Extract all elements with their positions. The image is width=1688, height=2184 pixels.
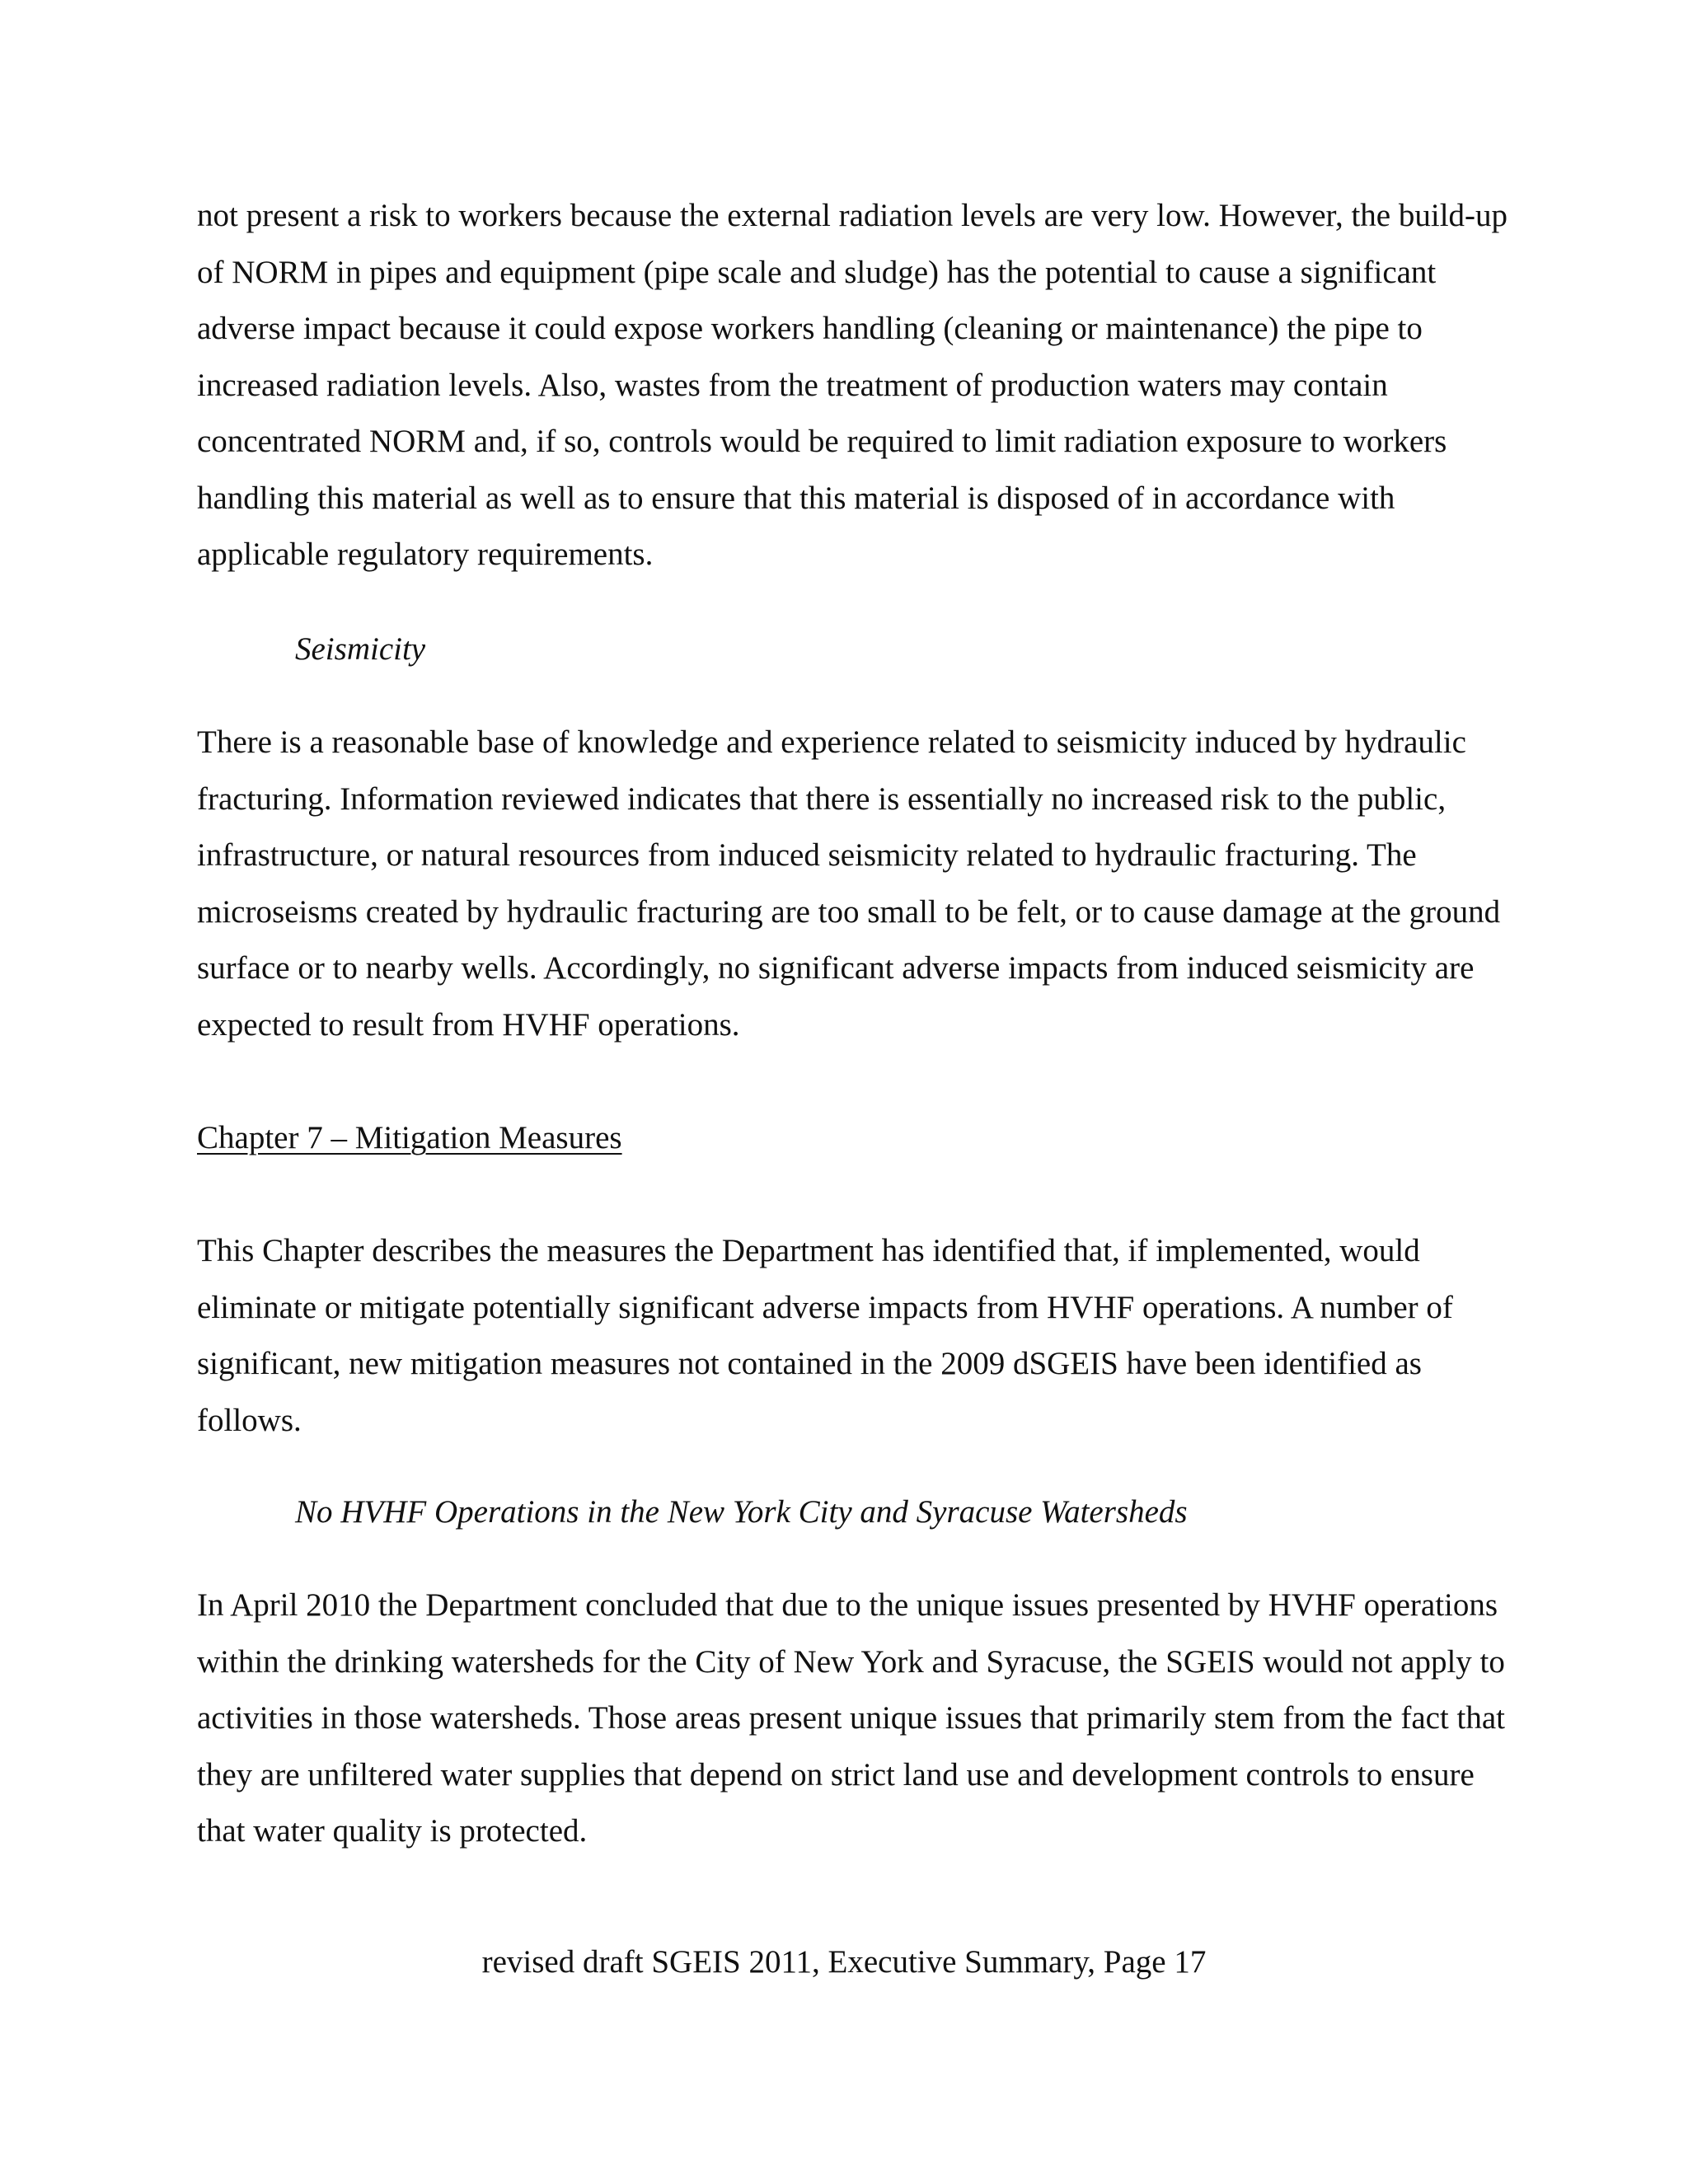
paragraph-seismicity: There is a reasonable base of knowledge and experience related to seismicity induced by hydraulic fracturing. Information reviewed indicates that there is essentially no increased risk to the public, infrastructure, or natural resources from induced seismicity related to hydraulic fracturing. The microseisms created by hydraulic fracturing are too small to be felt, or to cause damage at the ground surface or to nearby wells. Accordingly, no significant adverse impacts from induced seismicity are expected to result from HVHF operations.: [197, 724, 1501, 1043]
page-footer: revised draft SGEIS 2011, Executive Summary, Page 17: [481, 1944, 1207, 1980]
heading-watersheds: No HVHF Operations in the New York City and Syracuse Watersheds: [295, 1494, 1188, 1530]
paragraph-watersheds: In April 2010 the Department concluded that due to the unique issues presented by HVHF operations within the drinking watersheds for the City of New York and Syracuse, the SGEIS would not apply to activities in those watersheds. Those areas present unique issues that primarily stem from the fact that they are unfiltered water supplies that depend on strict land use and development controls to ensure that water quality is protected.: [197, 1587, 1506, 1849]
paragraph-norm: not present a risk to workers because the external radiation levels are very low. However, the build-up of NORM in pipes and equipment (pipe scale and sludge) has the potential to cause a significant adverse impact because it could expose workers handling (cleaning or maintenance) the pipe to increased radiation levels. Also, wastes from the treatment of production waters may contain concentrated NORM and, if so, controls would be required to limit radiation exposure to workers handling this material as well as to ensure that this material is disposed of in accordance with applicable regulatory requirements.: [197, 198, 1508, 572]
paragraph-chapter-7: This Chapter describes the measures the Department has identified that, if implemented, would eliminate or mitigate potentially significant adverse impacts from HVHF operations. A number of significant, new mitigation measures not contained in the 2009 dSGEIS have been identified as follows.: [197, 1233, 1453, 1438]
heading-chapter-7: Chapter 7 – Mitigation Measures: [197, 1120, 622, 1155]
heading-seismicity: Seismicity: [295, 631, 426, 667]
